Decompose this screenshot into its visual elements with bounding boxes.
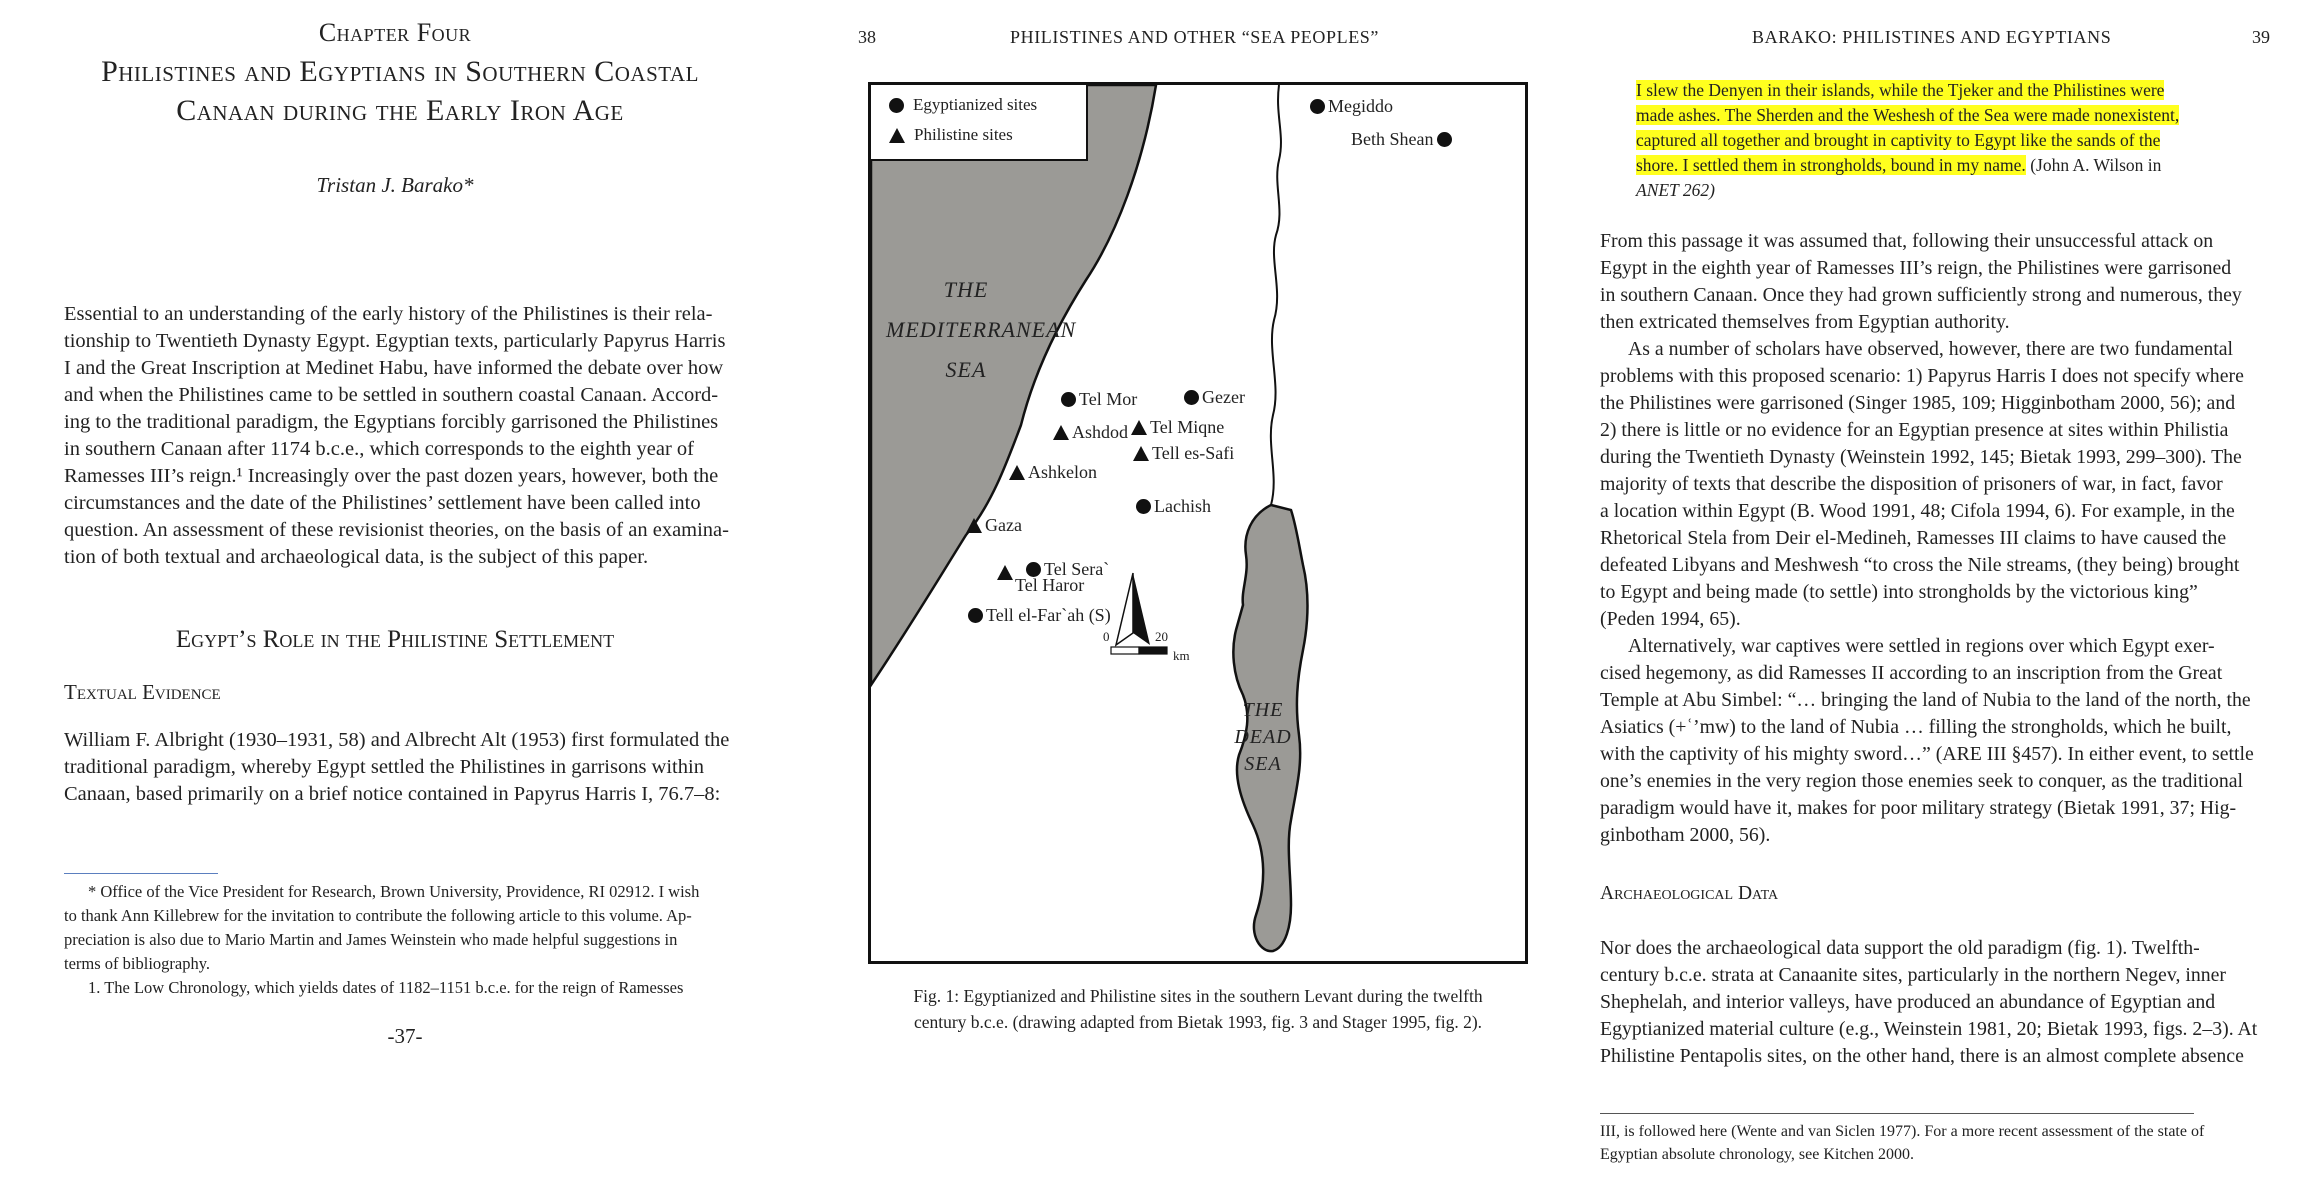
section-heading: Egypt’s Role in the Philistine Settlement bbox=[175, 626, 615, 653]
highlighted-text: captured all together and brought in captivity to Egypt like the sands of the bbox=[1636, 130, 2161, 150]
footnotes: * Office of the Vice President for Research, Brown University, Providence, RI 02912. I wish to thank Ann Killebrew for the invitation to contribute the following article to this volume. Ap- preciation is also due to Mario Martin and James Weinstein who made helpful suggestions in terms of bibliography. 1. The Low Chronology, which yields dates of 1182–1151 b.c.e. for the reign of Ramesses bbox=[64, 882, 700, 997]
egyptianized-site-marker bbox=[1437, 132, 1452, 147]
highlighted-text: shore. I settled them in strongholds, bound in my name. bbox=[1636, 155, 2026, 175]
site-gezer: Gezer bbox=[1184, 387, 1245, 408]
legend-philistine: Philistine sites bbox=[914, 125, 1013, 144]
philistine-site-marker bbox=[1053, 425, 1069, 440]
egyptianized-site-marker bbox=[1061, 392, 1076, 407]
paragraph-3: Alternatively, war captives were settled in regions over which Egypt exer- cised hegemony, as did Ramesses II according to an inscription from the Great Temple at Abu Simbel: “… bringing the land of Nubia to the land of the north, the Asiatics (+ʿ’mw) to the land of Nubia … filling the strongholds, which he built, with the captivity of his mighty sword…” (ARE III §457). In either event, to settle one’s enemies in the very region those enemies seek to conquer, as the traditional paradigm would have it, makes for poor military strategy (Bietak 1991, 37; Hig- ginbotham 2000, 56). bbox=[1600, 635, 2254, 846]
egyptianized-site-marker bbox=[1136, 499, 1151, 514]
map-figure bbox=[868, 82, 1528, 964]
site-beth-shean: Beth Shean bbox=[1351, 129, 1452, 150]
quote-source: ANET 262) bbox=[1636, 180, 1715, 200]
site-tel-sera: Tel Sera` bbox=[1026, 559, 1109, 580]
north-arrow-right bbox=[1133, 573, 1150, 645]
legend-egyptianized: Egyptianized sites bbox=[913, 95, 1038, 114]
mediterranean-label: THE MEDITERRANEAN SEA bbox=[886, 277, 1077, 382]
site-tell-el-farah: Tell el-Far`ah (S) bbox=[968, 605, 1111, 626]
mediterranean-sea-shape bbox=[871, 85, 1156, 685]
scale-start-label: 0 bbox=[1103, 629, 1110, 644]
paragraph-1: From this passage it was assumed that, following their unsuccessful attack on Egypt in the eighth year of Ramesses III’s reign, the Philistines were garrisoned in southern Canaan. Once they had grown sufficiently strong and numerous, they then extricated themselves from Egyptian authority. bbox=[1600, 230, 2242, 333]
page-number: 39 bbox=[2252, 27, 2270, 47]
philistine-site-symbol bbox=[889, 128, 905, 143]
chapter-title: Philistines and Egyptians in Southern Coastal Canaan during the Early Iron Age bbox=[101, 55, 699, 127]
site-lachish: Lachish bbox=[1136, 496, 1211, 517]
scale-bar-black bbox=[1139, 647, 1167, 654]
philistine-site-marker bbox=[1133, 446, 1149, 461]
map-legend bbox=[871, 85, 1088, 161]
left-page bbox=[0, 0, 790, 1177]
site-tel-miqne: Tel Miqne bbox=[1131, 417, 1224, 438]
site-tell-es-safi: Tell es-Safi bbox=[1133, 443, 1234, 464]
site-ashkelon: Ashkelon bbox=[1009, 462, 1097, 483]
north-arrow-left bbox=[1116, 573, 1133, 645]
site-tel-haror-label: Tel Haror bbox=[1015, 575, 1085, 595]
page-number: 38 bbox=[858, 27, 876, 47]
egyptianized-site-marker bbox=[1184, 390, 1199, 405]
site-tel-mor: Tel Mor bbox=[1061, 389, 1137, 410]
figure-caption: Fig. 1: Egyptianized and Philistine sites in the southern Levant during the twelfth century b.c.e. (drawing adapted from Bietak 1993, fig. 3 and Stager 1995, fig. 2). bbox=[913, 986, 1483, 1032]
scale-unit-label: km bbox=[1173, 648, 1190, 663]
author-name: Tristan J. Barako* bbox=[316, 173, 474, 197]
chapter-label: Chapter Four bbox=[318, 18, 472, 47]
page-number: -37- bbox=[387, 1024, 423, 1048]
philistine-site-marker bbox=[966, 518, 982, 533]
philistine-site-marker bbox=[1131, 420, 1147, 435]
philistine-site-marker bbox=[997, 565, 1013, 580]
block-quote bbox=[1636, 78, 2260, 203]
running-head: PHILISTINES AND OTHER “SEA PEOPLES” bbox=[1010, 27, 1380, 47]
footnote-rule bbox=[1600, 1113, 2194, 1114]
site-megiddo: Megiddo bbox=[1310, 96, 1393, 117]
paragraph-2: As a number of scholars have observed, however, there are two fundamental problems with this proposed scenario: 1) Papyrus Harris I does not specify where the Philistines were garrisoned (Singer 1985, 109; Higginbotham 2000, 56); and 2) there is little or no evidence for an Egyptian presence at sites within Philistia during the Twentieth Dynasty (Weinstein 1992, 145; Bietak 1993, 299–300). The majority of texts that describe the disposition of prisoners of war, in fact, favor a location within Egypt (B. Wood 1991, 48; Cifola 1994, 6). For example, in the Rhetorical Stela from Deir el-Medineh, Ramesses III claims to have caused the defeated Libyans and Meshwesh “to cross the Nile streams, (they being) brought to Egypt and being made (to settle) into strongholds by the victorious king” (Peden 1994, 65). bbox=[1600, 338, 2244, 630]
scale-bar-white bbox=[1111, 647, 1139, 654]
subsection-heading: Textual Evidence bbox=[64, 680, 221, 704]
philistine-site-marker bbox=[1009, 465, 1025, 480]
intro-paragraph: Essential to an understanding of the early history of the Philistines is their rela- tionship to Twentieth Dynasty Egypt. Egyptian texts, particularly Papyrus Harris I and the Great Inscription at Medinet Habu, have informed the debate over how and when the Philistines came to be settled in southern coastal Canaan. Accord- ing to the traditional paradigm, the Egyptians forcibly garrisoned the Philistines in southern Canaan after 1174 b.c.e., which corresponds to the eighth year of Ramesses III’s reign.¹ Increasingly over the past dozen years, however, both the circumstances and the date of the Philistines’ settlement have been called into question. An assessment of these revisionist theories, on the basis of an examina- tion of both textual and archaeological data, is the subject of this paper. bbox=[64, 303, 729, 568]
footnote-rule bbox=[64, 873, 218, 874]
running-head: BARAKO: PHILISTINES AND EGYPTIANS bbox=[1752, 27, 2112, 47]
site-tel-haror bbox=[997, 565, 1013, 580]
highlighted-text: made ashes. The Sherden and the Weshesh of the Sea were made nonexistent, bbox=[1636, 105, 2180, 125]
paragraph-textual-evidence: William F. Albright (1930–1931, 58) and Albrecht Alt (1953) first formulated the traditional paradigm, whereby Egypt settled the Philistines in garrisons within Canaan, based primarily on a brief notice contained in Papyrus Harris I, 76.7–8: bbox=[64, 729, 730, 805]
paragraph-4: Nor does the archaeological data support the old paradigm (fig. 1). Twelfth- century b.c.e. strata at Canaanite sites, particularly in the northern Negev, inner Shephelah, and interior valleys, have produced an abundance of Egyptian and Egyptianized material culture (e.g., Weinstein 1981, 20; Bietak 1993, figs. 2–3). At Philistine Pentapolis sites, on the other hand, there is an almost complete absence bbox=[1600, 937, 2258, 1067]
site-ashdod: Ashdod bbox=[1053, 422, 1128, 443]
egyptianized-site-marker bbox=[968, 608, 983, 623]
egyptianized-site-symbol bbox=[889, 98, 904, 113]
egyptianized-site-marker bbox=[1310, 99, 1325, 114]
highlighted-text: I slew the Denyen in their islands, while the Tjeker and the Philistines were bbox=[1636, 80, 2165, 100]
footnote: III, is followed here (Wente and van Siclen 1977). For a more recent assessment of the state of Egyptian absolute chronology, see Kitchen 2000. bbox=[1600, 1123, 2205, 1163]
site-gaza: Gaza bbox=[966, 515, 1022, 536]
jordan-river bbox=[1271, 85, 1281, 505]
quote-attribution: (John A. Wilson in bbox=[2025, 155, 2162, 175]
dead-sea-label: THE DEAD SEA bbox=[1234, 699, 1292, 775]
scale-end-label: 20 bbox=[1155, 629, 1168, 644]
subsection-heading: Archaeological Data bbox=[1600, 883, 1779, 904]
